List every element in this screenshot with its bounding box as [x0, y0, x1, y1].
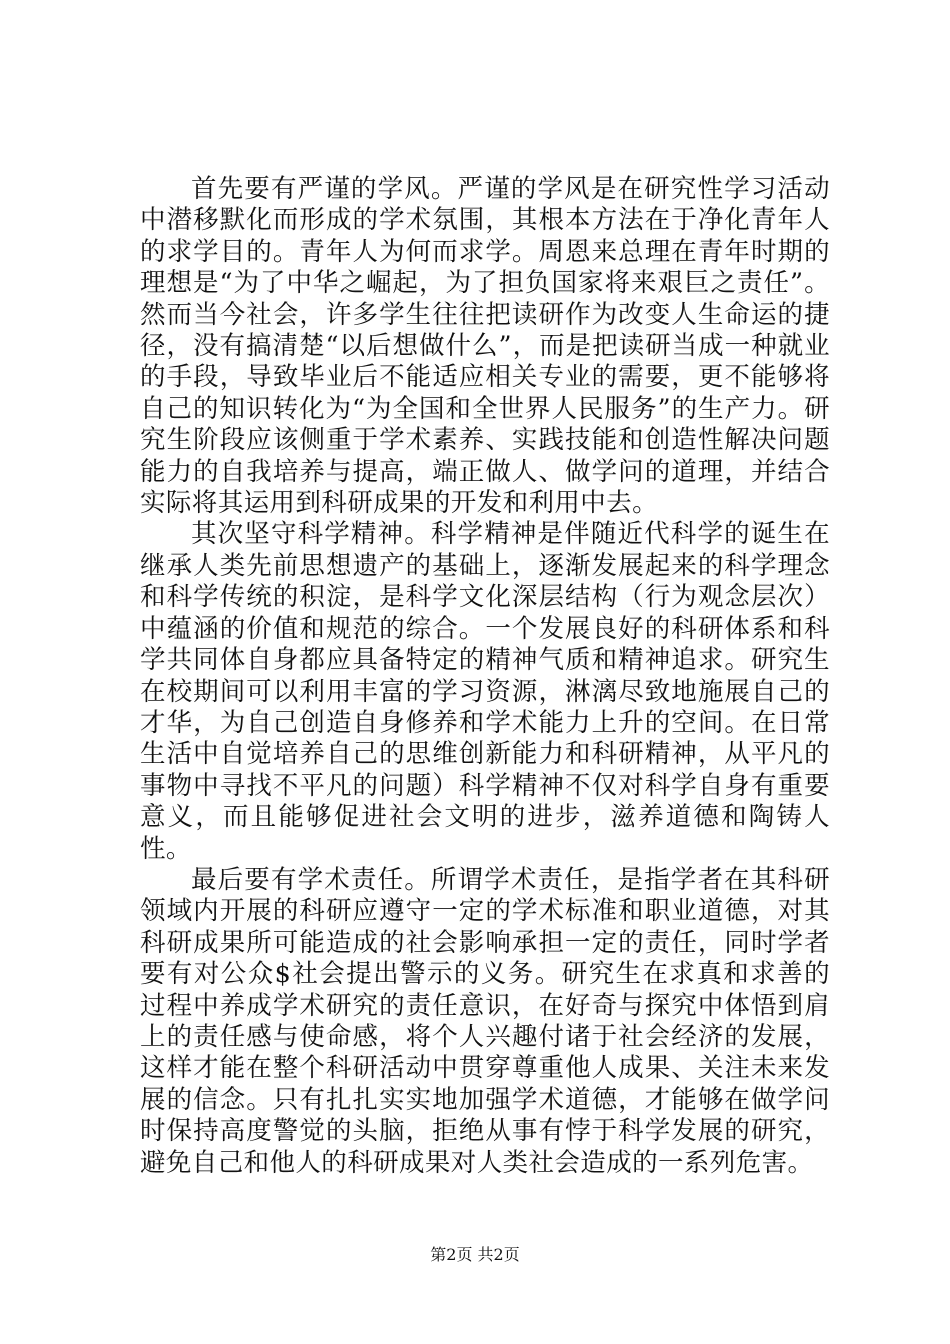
paragraph-scientific-spirit: 其次坚守科学精神。科学精神是伴随近代科学的诞生在继承人类先前思想遗产的基础上，逐渐发展起来的科学理念和科学传统的积淀，是科学文化深层结构（行为观念层次）中蕴涵的价值和规范的综合。一个发展良好的科研体系和科学共同体自身都应具备特定的精神气质和精神追求。研究生在校期间可以利用丰富的学习资源，淋漓尽致地施展自己的才华，为自己创造自身修养和学术能力上升的空间。在日常生活中自觉培养自己的思维创新能力和科研精神，从平凡的事物中寻找不平凡的问题）科学精神不仅对科学自身有重要意义，而且能够促进社会文明的进步，滋养道德和陶铸人性。: [140, 519, 830, 864]
paragraph-academic-responsibility: 最后要有学术责任。所谓学术责任，是指学者在其科研领域内开展的科研应遵守一定的学术标准和职业道德，对其科研成果所可能造成的社会影响承担一定的责任，同时学者要有对公众$社会提出警示的义务。研究生在求真和求善的过程中养成学术研究的责任意识，在好奇与探究中体悟到肩上的责任感与使命感，将个人兴趣付诸于社会经济的发展，这样才能在整个科研活动中贯穿尊重他人成果、关注未来发展的信念。只有扎扎实实地加强学术道德，才能够在做学问时保持高度警觉的头脑，拒绝从事有悖于科学发展的研究，避免自己和他人的科研成果对人类社会造成的一系列危害。: [140, 864, 830, 1178]
document-body: [140, 174, 830, 1179]
paragraph-strict-study-style: 首先要有严谨的学风。严谨的学风是在研究性学习活动中潜移默化而形成的学术氛围，其根本方法在于净化青年人的求学目的。青年人为何而求学。周恩来总理在青年时期的理想是“为了中华之崛起，为了担负国家将来艰巨之责任”。然而当今社会，许多学生往往把读研作为改变人生命运的捷径，没有搞清楚“以后想做什么”，而是把读研当成一种就业的手段，导致毕业后不能适应相关专业的需要，更不能够将自己的知识转化为“为全国和全世界人民服务”的生产力。研究生阶段应该侧重于学术素养、实践技能和创造性解决问题能力的自我培养与提高，端正做人、做学问的道理，并结合实际将其运用到科研成果的开发和利用中去。: [140, 174, 830, 519]
page-number-footer: 第2页 共2页: [430, 1245, 520, 1264]
